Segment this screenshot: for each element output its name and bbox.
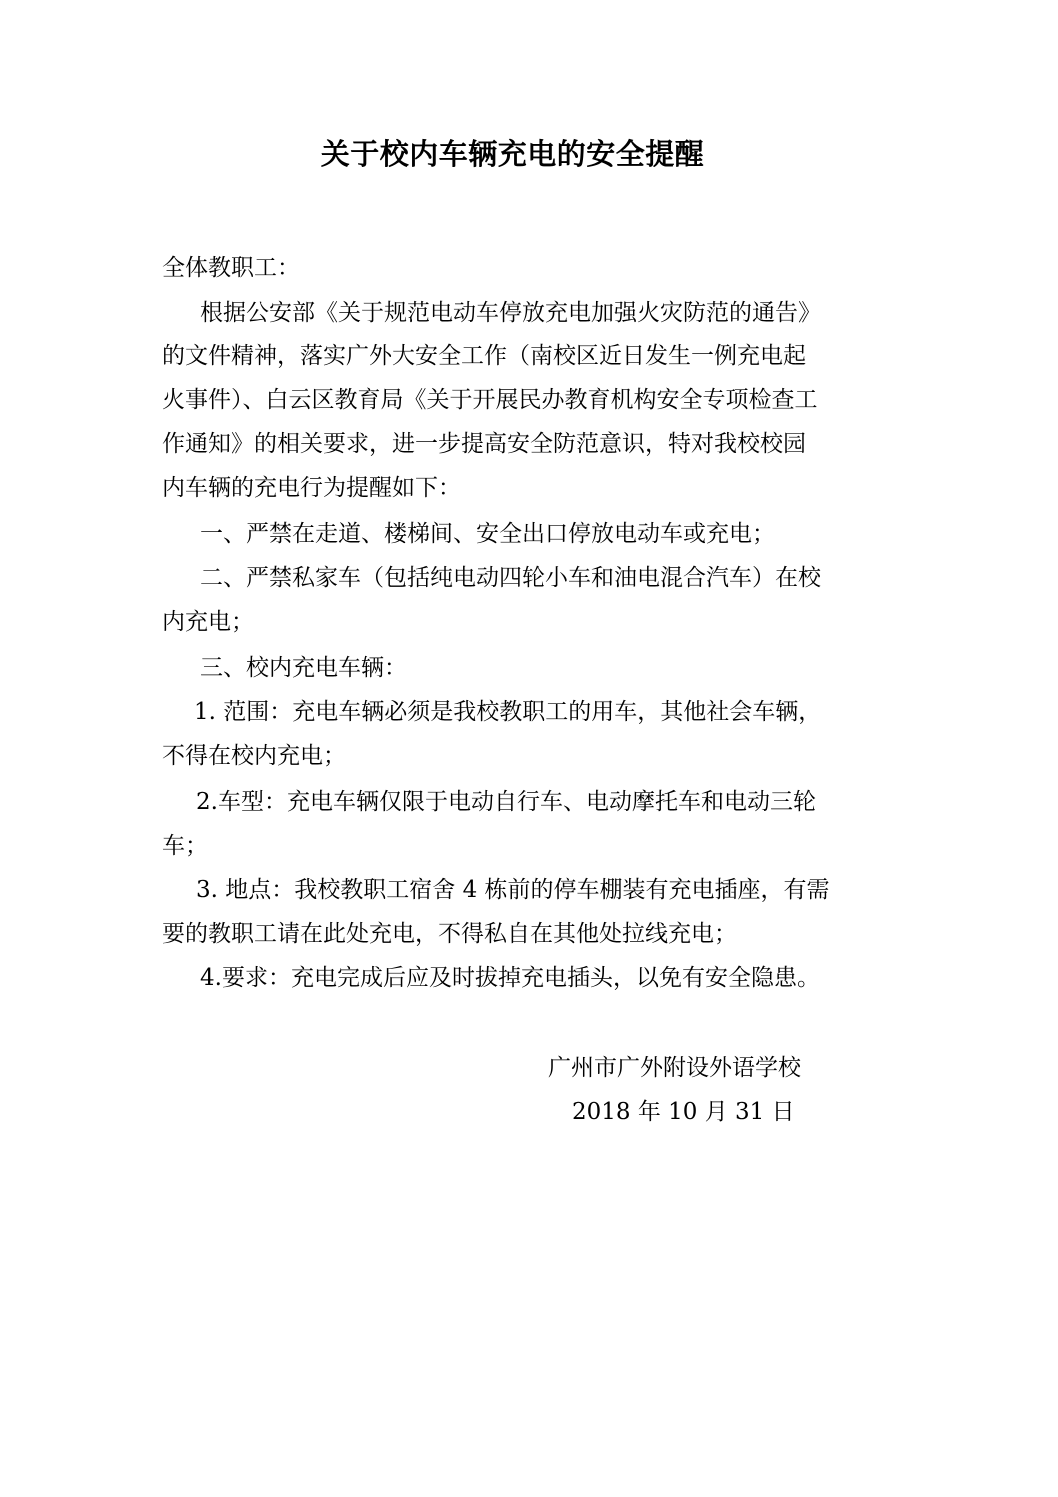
sub-item-1-line-2: 不得在校内充电； (162, 743, 346, 769)
item-3-heading: 三、校内充电车辆： (200, 655, 407, 681)
signature-organization: 广州市广外附设外语学校 (548, 1055, 801, 1081)
paragraph1-line-5: 内车辆的充电行为提醒如下： (162, 475, 461, 501)
sub-item-2-line-1: 2.车型：充电车辆仅限于电动自行车、电动摩托车和电动三轮 (196, 789, 816, 815)
sub-item-3-line-1: 3. 地点：我校教职工宿舍 4 栋前的停车棚装有充电插座，有需 (196, 877, 830, 903)
signature-date: 2018 年 10 月 31 日 (572, 1099, 795, 1125)
paragraph1-line-1: 根据公安部《关于规范电动车停放充电加强火灾防范的通告》 (200, 300, 821, 326)
paragraph1-line-3: 火事件）、白云区教育局《关于开展民办教育机构安全专项检查工 (162, 387, 818, 413)
sub-item-1-line-1: 1. 范围：充电车辆必须是我校教职工的用车，其他社会车辆， (194, 699, 822, 725)
item-2-line-1: 二、严禁私家车（包括纯电动四轮小车和油电混合汽车）在校 (200, 565, 821, 591)
sub-item-2-line-2: 车； (162, 833, 208, 859)
salutation: 全体教职工： (162, 255, 300, 281)
item-2-line-2: 内充电； (162, 609, 254, 635)
paragraph1-line-4: 作通知》的相关要求，进一步提高安全防范意识，特对我校校园 (162, 431, 806, 457)
sub-item-3-line-2: 要的教职工请在此处充电，不得私自在其他处拉线充电； (162, 921, 737, 947)
sub-item-4: 4.要求：充电完成后应及时拔掉充电插头，以免有安全隐患。 (200, 965, 820, 991)
item-1: 一、严禁在走道、楼梯间、安全出口停放电动车或充电； (200, 521, 775, 547)
paragraph1-line-2: 的文件精神，落实广外大安全工作（南校区近日发生一例充电起 (162, 343, 806, 369)
document-title: 关于校内车辆充电的安全提醒 (320, 137, 705, 171)
